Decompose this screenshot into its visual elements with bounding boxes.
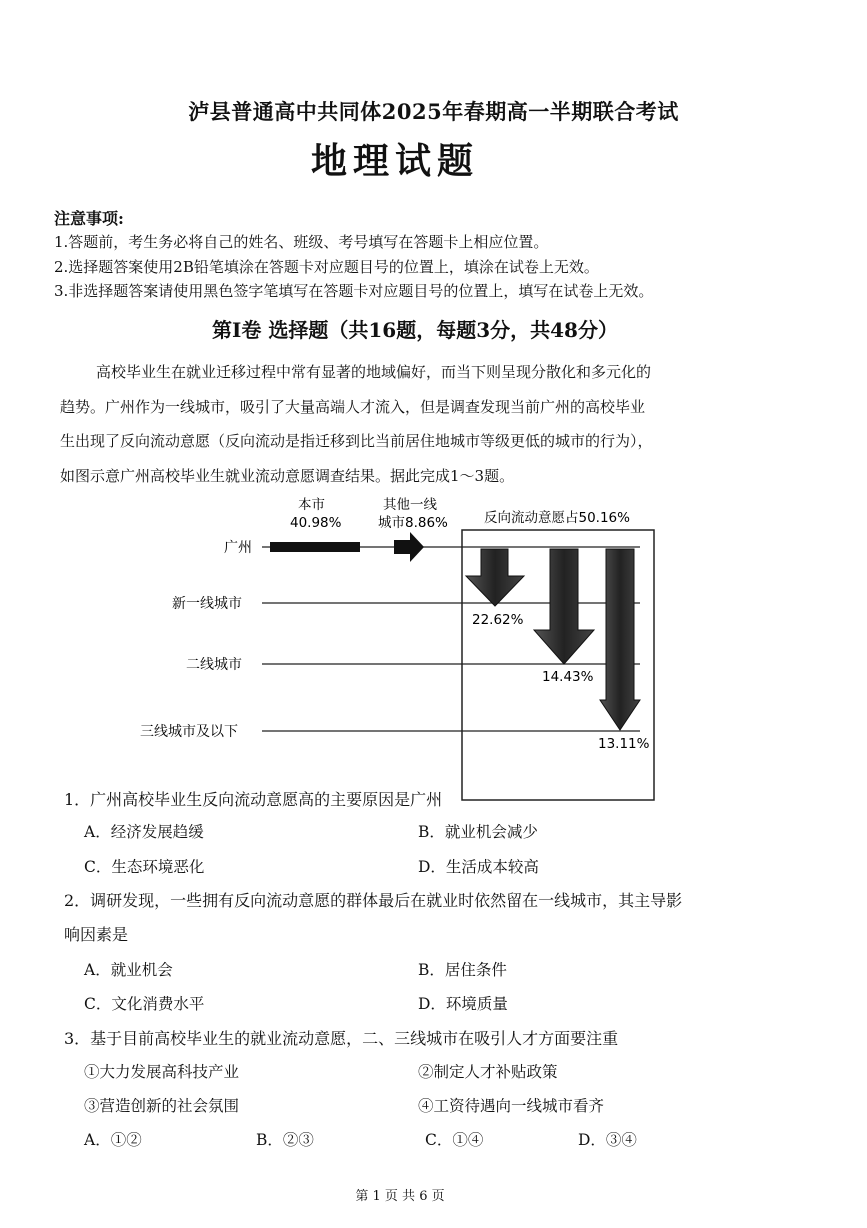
reverse-arrow-tier3	[600, 549, 640, 730]
q3-statement-4: ④工资待遇向一线城市看齐	[418, 1097, 605, 1115]
q3-statement-3: ③营造创新的社会氛围	[84, 1097, 240, 1115]
passage-line: 如图示意广州高校毕业生就业流动意愿调查结果。据此完成1～3题。	[60, 467, 515, 485]
reverse-value-tier2: 14.43%	[542, 669, 594, 685]
reverse-value-new-tier1: 22.62%	[472, 612, 524, 628]
exam-title: 泸县普通高中共同体2025年春期高一半期联合考试	[188, 99, 679, 124]
question-2-stem-cont: 响因素是	[64, 925, 129, 944]
section-title: 第Ⅰ卷 选择题（共16题，每题3分，共48分）	[212, 318, 618, 342]
row-label-tier2: 二线城市	[186, 657, 242, 673]
q1-option-d[interactable]: D．生活成本较高	[418, 858, 539, 876]
notice-heading: 注意事项:	[54, 209, 124, 228]
reverse-arrow-new-tier1	[466, 549, 524, 606]
other-tier1-label: 其他一线	[383, 497, 437, 513]
stay-label: 本市	[298, 497, 325, 513]
page-footer: 第 1 页 共 6 页	[355, 1189, 445, 1204]
passage-line: 高校毕业生在就业迁移过程中常有显著的地域偏好，而当下则呈现分散化和多元化的	[96, 363, 652, 381]
row-label-tier3: 三线城市及以下	[140, 724, 238, 740]
q3-option-c[interactable]: C．①④	[425, 1131, 484, 1149]
notice-item: 2.选择题答案使用2B铅笔填涂在答题卡对应题目号的位置上，填涂在试卷上无效。	[54, 258, 599, 276]
q1-option-b[interactable]: B．就业机会减少	[418, 823, 538, 841]
subject-title: 地理试题	[310, 140, 479, 182]
reverse-value-tier3: 13.11%	[598, 736, 650, 752]
flow-diagram	[0, 490, 867, 810]
stay-value: 40.98%	[290, 515, 342, 531]
passage-line: 趋势。广州作为一线城市，吸引了大量高端人才流入，但是调查发现当前广州的高校毕业	[60, 398, 646, 416]
question-3-stem: 3．基于目前高校毕业生的就业流动意愿，二、三线城市在吸引人才方面要注重	[64, 1029, 619, 1048]
q1-option-a[interactable]: A．经济发展趋缓	[84, 823, 204, 841]
q3-statement-2: ②制定人才补贴政策	[418, 1063, 558, 1081]
q1-option-c[interactable]: C．生态环境恶化	[84, 858, 205, 876]
q3-statement-1: ①大力发展高科技产业	[84, 1063, 240, 1081]
passage-line: 生出现了反向流动意愿（反向流动是指迁移到比当前居住地城市等级更低的城市的行为），	[60, 432, 653, 450]
q3-option-a[interactable]: A．①②	[84, 1131, 142, 1149]
q2-option-a[interactable]: A．就业机会	[84, 961, 173, 979]
q2-option-d[interactable]: D．环境质量	[418, 995, 508, 1013]
q3-option-b[interactable]: B．②③	[256, 1131, 314, 1149]
q3-option-d[interactable]: D．③④	[578, 1131, 637, 1149]
notice-item: 3.非选择题答案请使用黑色签字笔填写在答题卡对应题目号的位置上，填写在试卷上无效。	[54, 282, 654, 300]
row-label-new-tier1: 新一线城市	[172, 596, 242, 612]
stay-bar	[270, 542, 360, 552]
reverse-box-label: 反向流动意愿占50.16%	[484, 510, 630, 526]
question-1-stem: 1．广州高校毕业生反向流动意愿高的主要原因是广州	[64, 790, 443, 809]
notice-item: 1.答题前，考生务必将自己的姓名、班级、考号填写在答题卡上相应位置。	[54, 233, 549, 251]
question-2-stem: 2．调研发现，一些拥有反向流动意愿的群体最后在就业时依然留在一线城市，其主导影	[64, 891, 683, 910]
other-tier1-arrow	[394, 532, 424, 562]
q2-option-c[interactable]: C．文化消费水平	[84, 995, 205, 1013]
reverse-arrow-tier2	[534, 549, 594, 664]
q2-option-b[interactable]: B．居住条件	[418, 961, 507, 979]
row-label-guangzhou: 广州	[224, 540, 252, 556]
other-tier1-value: 城市8.86%	[378, 515, 448, 531]
